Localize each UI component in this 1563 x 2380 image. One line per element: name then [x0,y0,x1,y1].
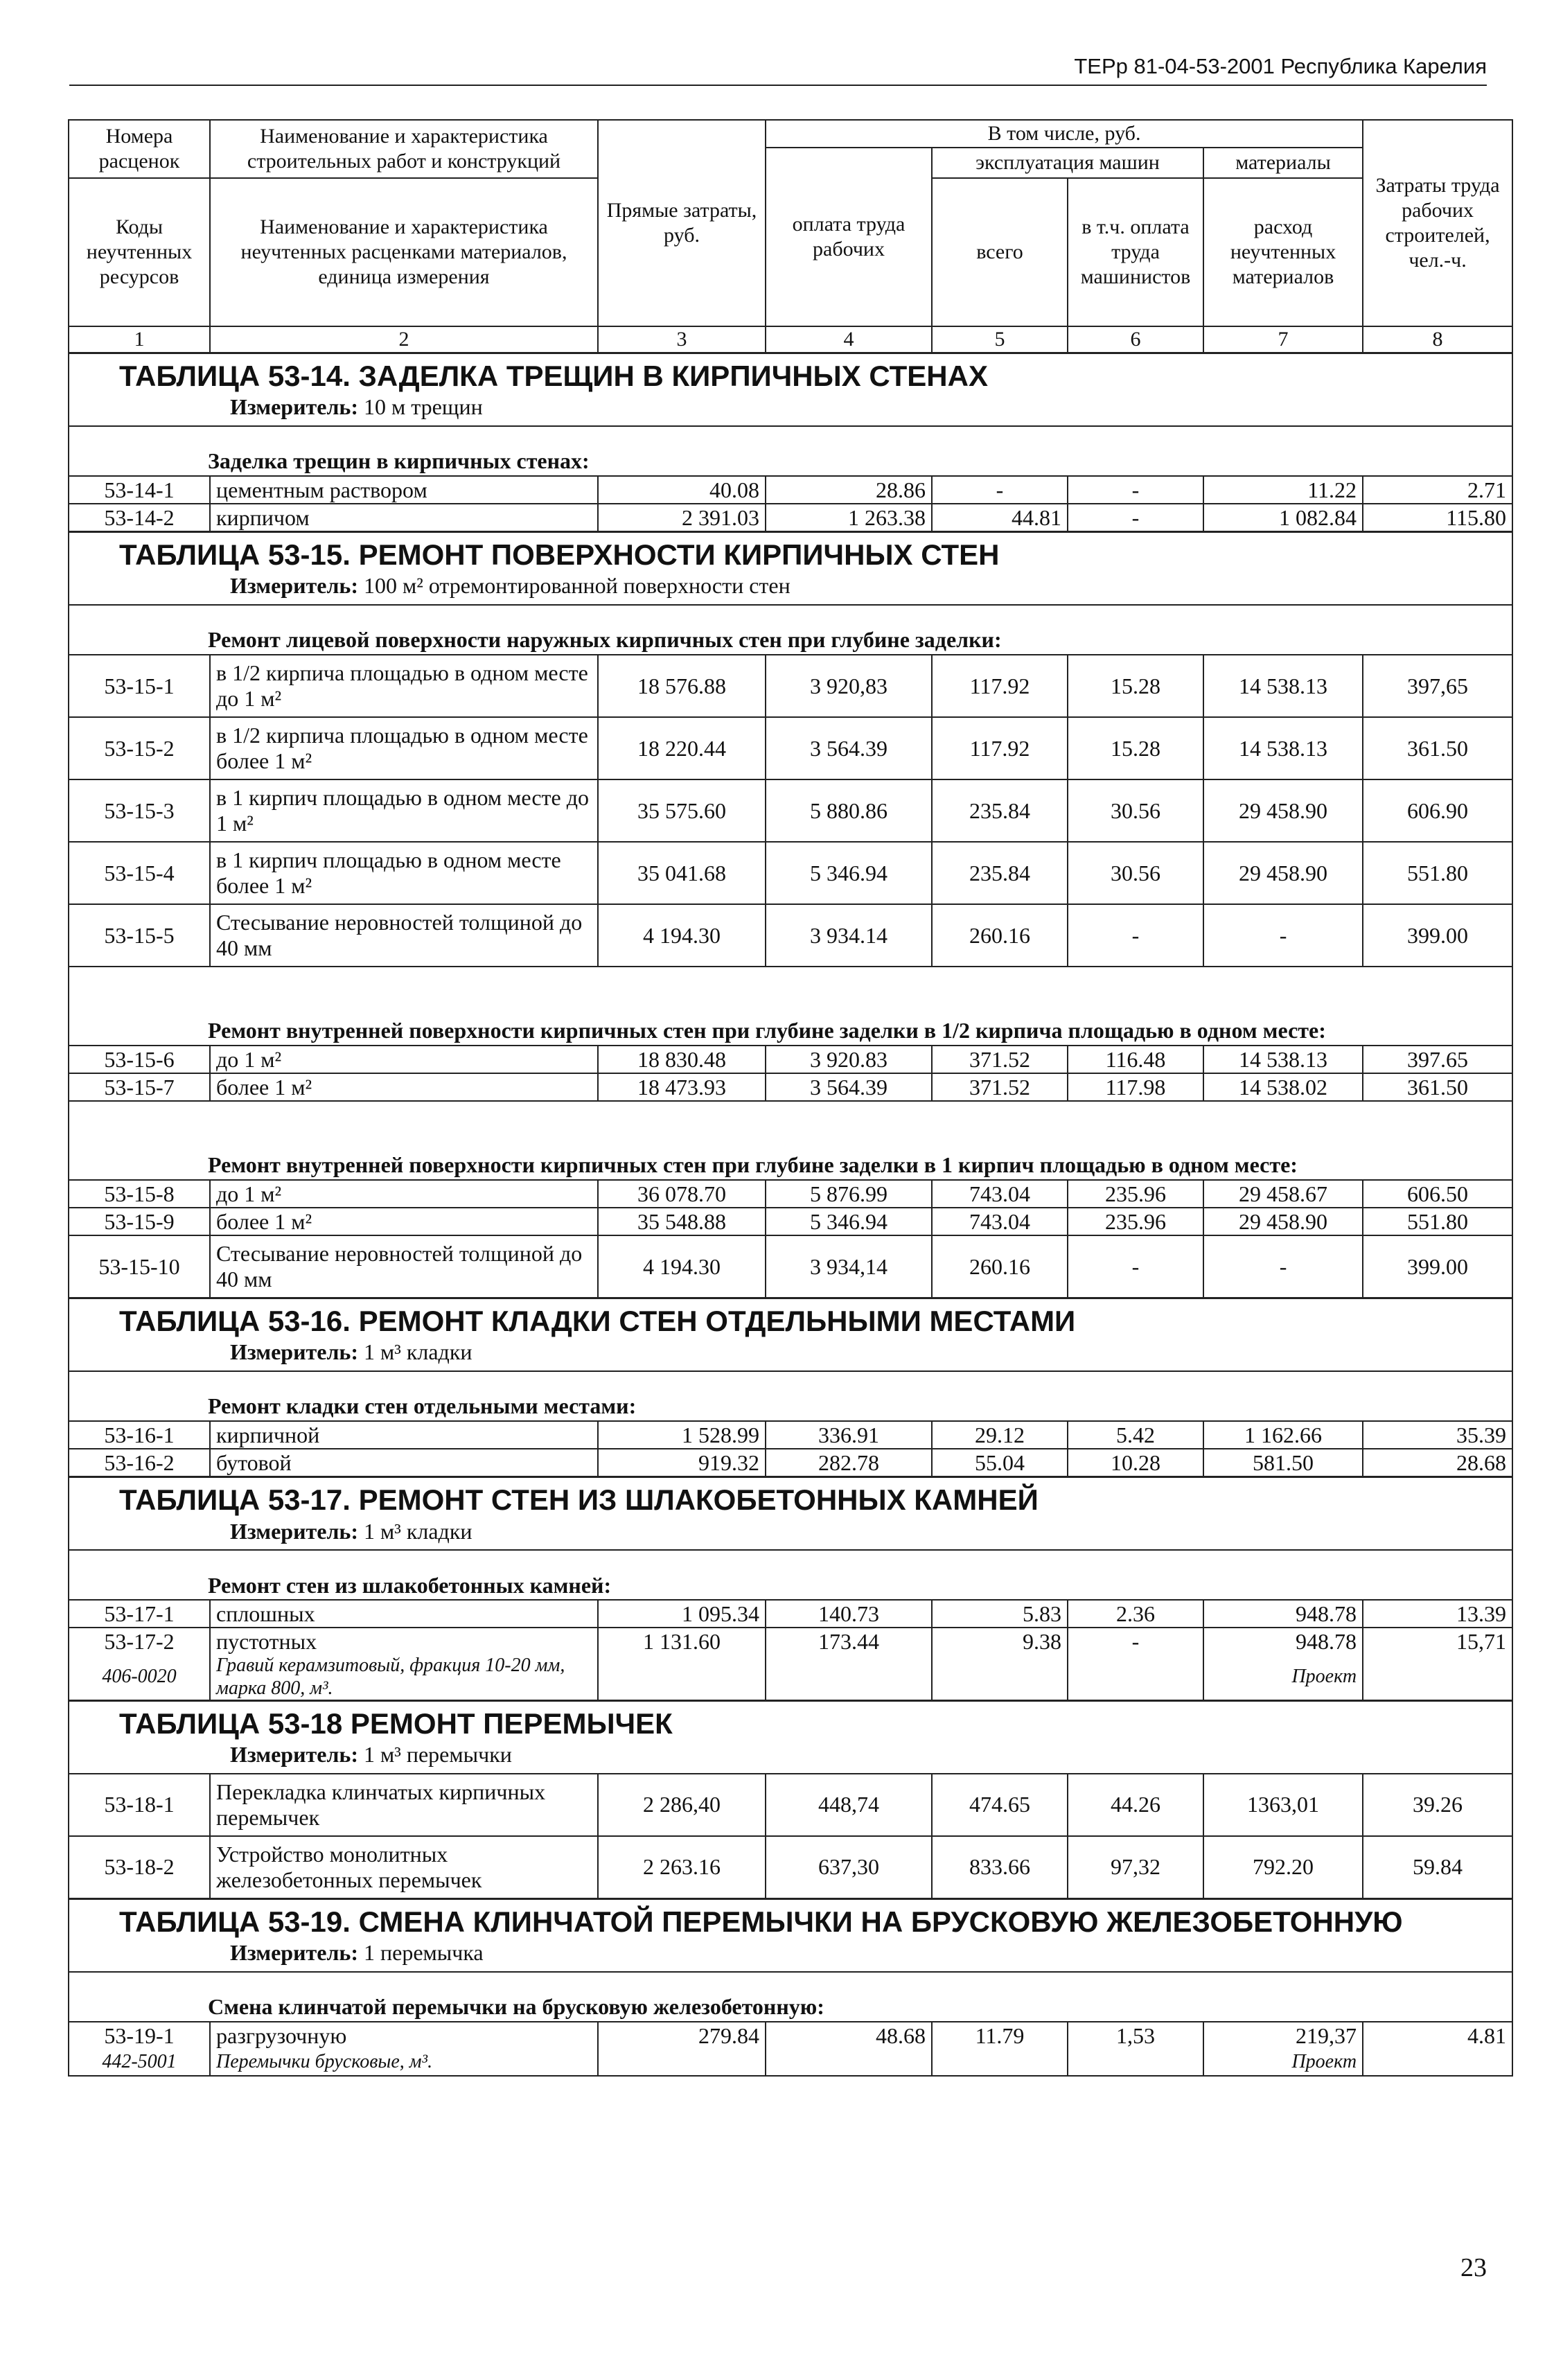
section-heading: Ремонт кладки стен отдельными местами: [69,1371,1512,1421]
measure-line: Измеритель: 1 м³ кладки [230,1518,473,1544]
col-header-labor: оплата труда рабочих [766,148,932,326]
table-row: 53-15-1 в 1/2 кирпича площадью в одном месте до 1 м² 18 576.88 3 920,83 117.92 15.28 14 538.13 397,65 [69,655,1512,717]
col-number: 2 [210,326,598,353]
col-number: 3 [598,326,766,353]
table-row: 53-17-2 пустотных 1 131.60 173.44 9.38 - 948.78 15,71 [69,1628,1512,1655]
table-row: 53-15-9 более 1 м² 35 548.88 5 346.94 743.04 235.96 29 458.90 551.80 [69,1208,1512,1235]
table-row: 53-19-1 разгрузочную 279.84 48.68 11.79 1,53 219,37 4.81 [69,2022,1512,2049]
table-row: 53-18-1 Перекладка клинчатых кирпичных перемычек 2 286,40 448,74 474.65 44.26 1363,01 39.26 [69,1774,1512,1836]
col-header-labor-hours: Затраты труда рабочих строителей, чел.-ч. [1363,120,1512,326]
table-row: 53-15-3 в 1 кирпич площадью в одном месте до 1 м² 35 575.60 5 880.86 235.84 30.56 29 458.90 606.90 [69,779,1512,842]
col-number: 6 [1068,326,1203,353]
measure-line: Измеритель: 1 м³ перемычки [230,1742,512,1768]
table-row: 53-15-2 в 1/2 кирпича площадью в одном месте более 1 м² 18 220.44 3 564.39 117.92 15.28 14 538.13 361.50 [69,717,1512,779]
col-header-machines: эксплуатация машин [932,148,1203,178]
col-number: 8 [1363,326,1512,353]
section-heading: Ремонт внутренней поверхности кирпичных стен при глубине заделки в 1 кирпич площадью в одном месте: [69,1101,1512,1180]
col-header-materials-names: Наименование и характеристика неучтенных расценками материалов, единица измерения [210,178,598,326]
resource-row: 442-5001 Перемычки брусковые, м³. Проект [69,2049,1512,2076]
measure-line: Измеритель: 10 м трещин [230,394,483,420]
resource-row: 406-0020 Гравий керамзитовый, фракция 10-20 мм, марка 800, м³. Проект [69,1655,1512,1700]
col-number: 7 [1203,326,1363,353]
table-53-14-title: ТАБЛИЦА 53-14. ЗАДЕЛКА ТРЕЩИН В КИРПИЧНЫХ СТЕНАХ Измеритель: 10 м трещин [69,353,1512,427]
table-row: 53-15-7 более 1 м² 18 473.93 3 564.39 371.52 117.98 14 538.02 361.50 [69,1073,1512,1101]
col-header-materials: материалы [1203,148,1363,178]
table-row: 53-16-2 бутовой 919.32 282.78 55.04 10.28 581.50 28.68 [69,1449,1512,1477]
col-number: 5 [932,326,1068,353]
table-row: 53-15-6 до 1 м² 18 830.48 3 920.83 371.52 116.48 14 538.13 397.65 [69,1046,1512,1073]
section-heading: Ремонт внутренней поверхности кирпичных стен при глубине заделки в 1/2 кирпича площадью в одном месте: [69,967,1512,1046]
col-header-operators: в т.ч. оплата труда машинистов [1068,178,1203,326]
table-53-15-title: ТАБЛИЦА 53-15. РЕМОНТ ПОВЕРХНОСТИ КИРПИЧНЫХ СТЕН Измеритель: 100 м² отремонтированной поверхности стен [69,532,1512,606]
table-row: 53-16-1 кирпичной 1 528.99 336.91 29.12 5.42 1 162.66 35.39 [69,1421,1512,1449]
col-number: 1 [69,326,210,353]
table-row: 53-15-5 Стесывание неровностей толщиной до 40 мм 4 194.30 3 934.14 260.16 - - 399.00 [69,904,1512,967]
col-header-machines-total: всего [932,178,1068,326]
col-header-works: Наименование и характеристика строительных работ и конструкций [210,120,598,178]
measure-line: Измеритель: 1 м³ кладки [230,1339,473,1365]
table-53-18-title: ТАБЛИЦА 53-18 РЕМОНТ ПЕРЕМЫЧЕК Измеритель: 1 м³ перемычки [69,1700,1512,1774]
table-row: 53-17-1 сплошных 1 095.34 140.73 5.83 2.36 948.78 13.39 [69,1600,1512,1628]
col-header-including: В том числе, руб. [766,120,1363,148]
col-header-codes: Номера расценок [69,120,210,178]
table-row: 53-14-2 кирпичом 2 391.03 1 263.38 44.81 - 1 082.84 115.80 [69,504,1512,532]
measure-line: Измеритель: 1 перемычка [230,1940,484,1966]
table-row: 53-15-4 в 1 кирпич площадью в одном месте более 1 м² 35 041.68 5 346.94 235.84 30.56 29 458.90 551.80 [69,842,1512,904]
table-53-17-title: ТАБЛИЦА 53-17. РЕМОНТ СТЕН ИЗ ШЛАКОБЕТОННЫХ КАМНЕЙ Измеритель: 1 м³ кладки [69,1477,1512,1551]
section-heading: Смена клинчатой перемычки на брусковую железобетонную: [69,1972,1512,2022]
table-row: 53-15-8 до 1 м² 36 078.70 5 876.99 743.04 235.96 29 458.67 606.50 [69,1180,1512,1208]
measure-line: Измеритель: 100 м² отремонтированной поверхности стен [230,573,791,599]
section-heading: Заделка трещин в кирпичных стенах: [69,426,1512,476]
page-number: 23 [1460,2253,1487,2282]
col-header-resource-codes: Коды неучтенных ресурсов [69,178,210,326]
table-row: 53-15-10 Стесывание неровностей толщиной до 40 мм 4 194.30 3 934,14 260.16 - - 399.00 [69,1235,1512,1298]
table-53-19-title: ТАБЛИЦА 53-19. СМЕНА КЛИНЧАТОЙ ПЕРЕМЫЧКИ НА БРУСКОВУЮ ЖЕЛЕЗОБЕТОННУЮ Измеритель: 1 перемычка [69,1898,1512,1972]
col-number: 4 [766,326,932,353]
section-heading: Ремонт стен из шлакобетонных камней: [69,1550,1512,1600]
section-heading: Ремонт лицевой поверхности наружных кирпичных стен при глубине заделки: [69,605,1512,655]
col-header-materials-use: расход неучтенных материалов [1203,178,1363,326]
price-table [68,119,1513,2077]
page-header: ТЕРр 81-04-53-2001 Республика Карелия [69,54,1487,86]
table-53-16-title: ТАБЛИЦА 53-16. РЕМОНТ КЛАДКИ СТЕН ОТДЕЛЬНЫМИ МЕСТАМИ Измеритель: 1 м³ кладки [69,1298,1512,1372]
table-row: 53-14-1 цементным раствором 40.08 28.86 - - 11.22 2.71 [69,476,1512,504]
table-row: 53-18-2 Устройство монолитных железобетонных перемычек 2 263.16 637,30 833.66 97,32 792.20 59.84 [69,1836,1512,1899]
col-header-direct: Прямые затраты, руб. [598,120,766,326]
